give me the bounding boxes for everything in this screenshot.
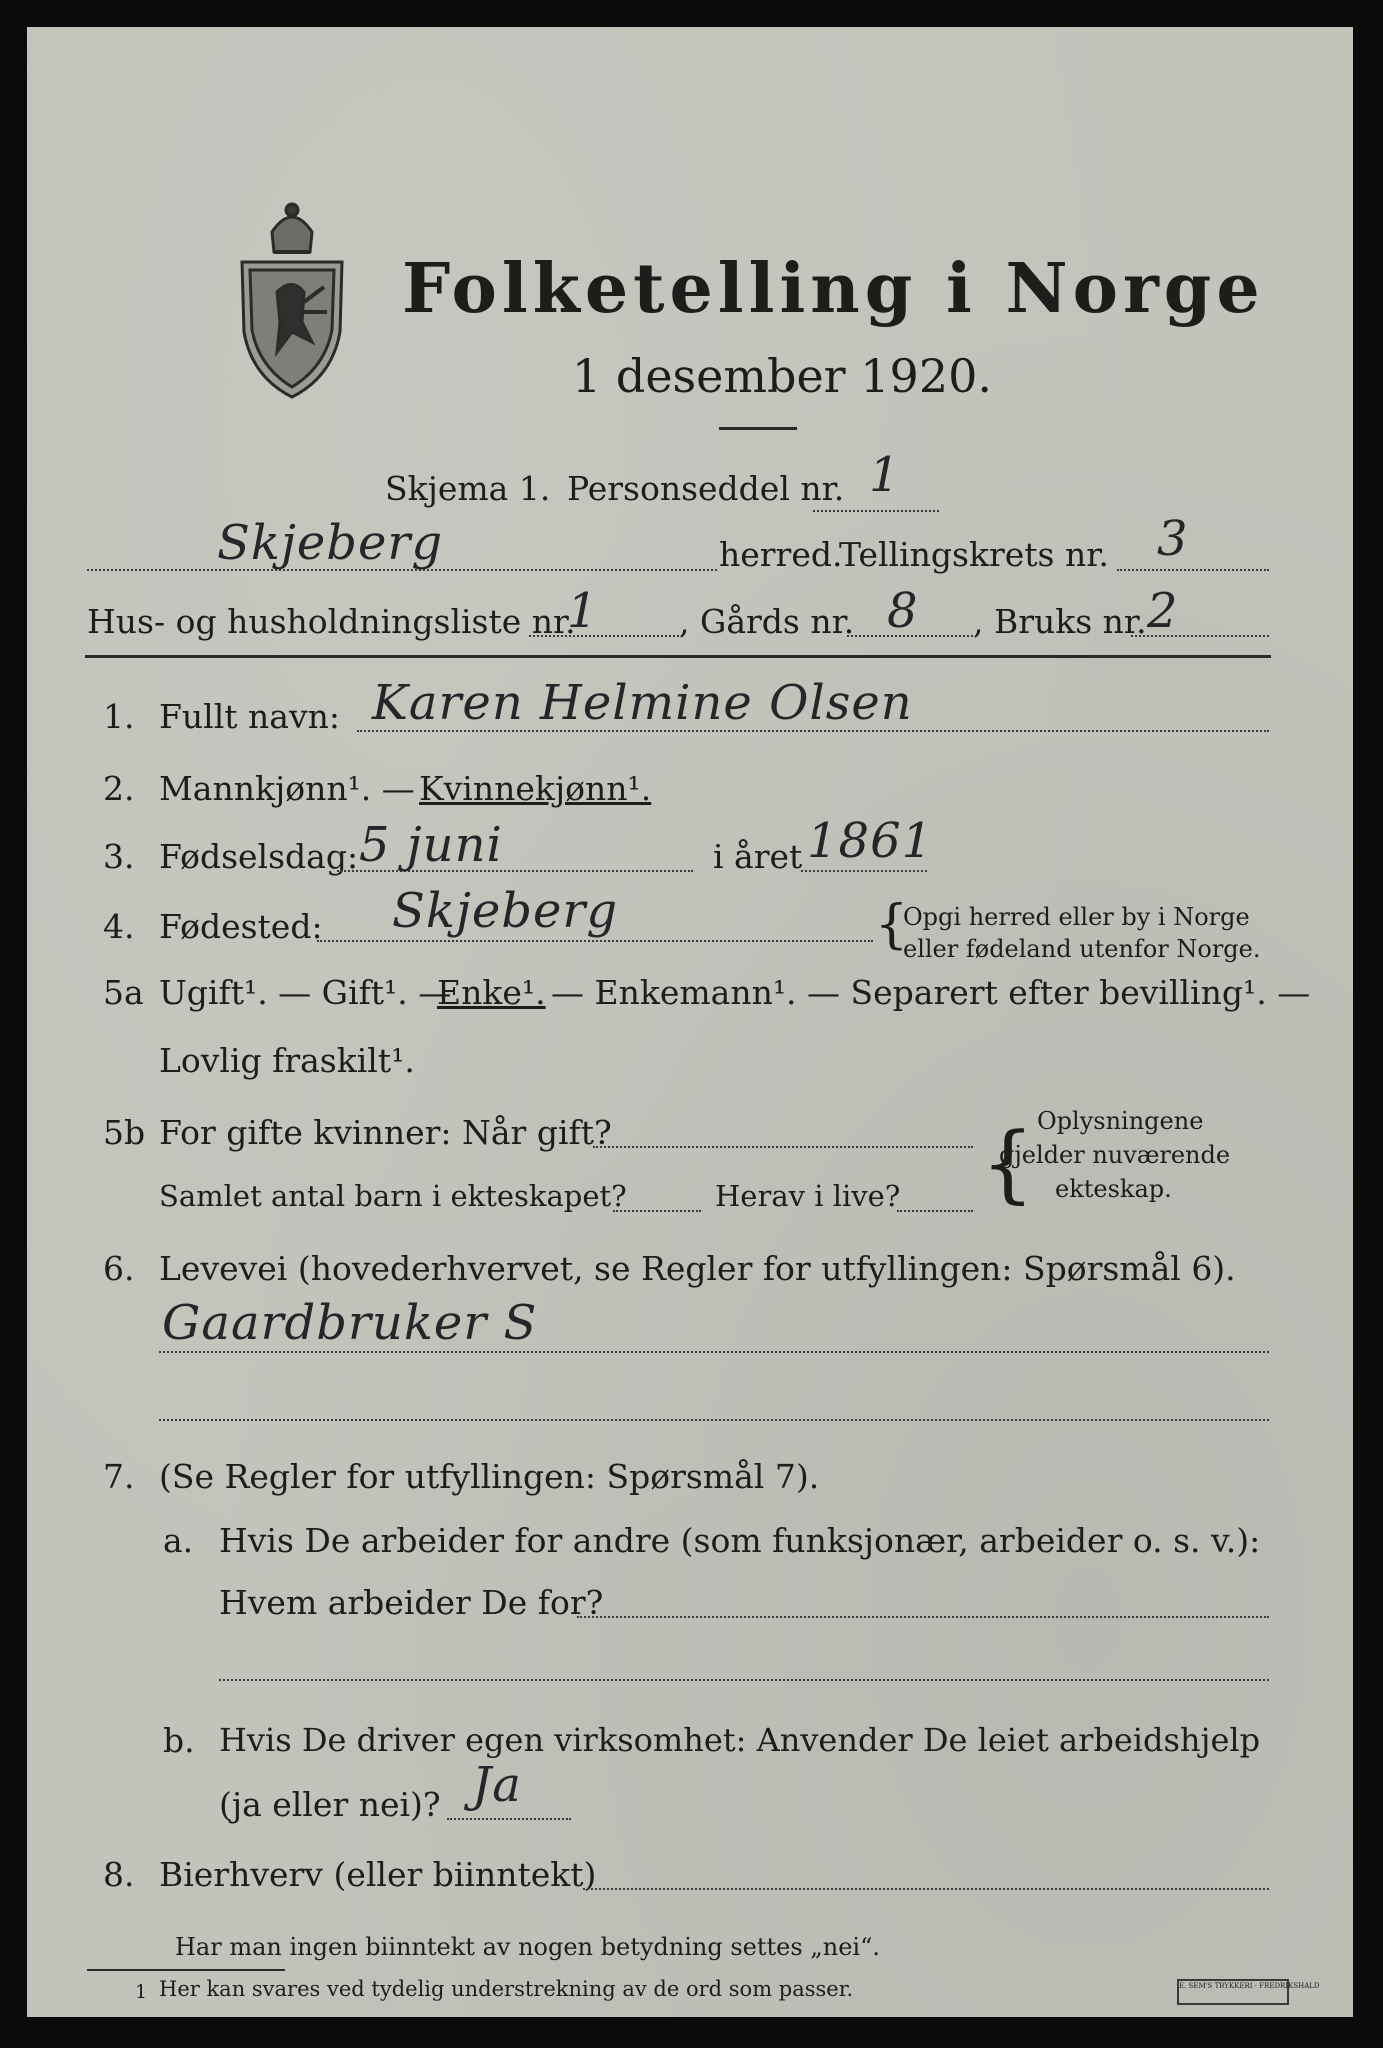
husliste-label: Hus- og husholdningsliste nr. (87, 602, 576, 641)
gender-female[interactable]: Kvinnekjønn¹. (419, 769, 652, 808)
footnote-text: Her kan svares ved tydelig understrekning av de ord som passer. (159, 1977, 854, 2001)
hired-help-label: (ja eller nei)? (219, 1785, 441, 1824)
census-form-page (27, 27, 1353, 2017)
title-divider (719, 427, 797, 430)
occupation-line-1 (159, 1351, 1269, 1353)
employer-label: Hvem arbeider De for? (219, 1583, 604, 1622)
herred-value[interactable]: Skjeberg (217, 515, 444, 571)
birthday-label: Fødselsdag: (159, 837, 359, 876)
tellingskrets-line (1117, 569, 1269, 571)
husliste-value[interactable]: 1 (567, 583, 599, 639)
q7a-number: a. (163, 1521, 194, 1560)
q4-note-1: Opgi herred eller by i Norge (903, 903, 1250, 931)
header-divider (85, 655, 1271, 658)
q5a-number: 5a (103, 973, 144, 1012)
birth-year-value[interactable]: 1861 (807, 813, 934, 869)
alive-label: Herav i live? (715, 1179, 901, 1213)
footnote-divider (87, 1969, 285, 1971)
hired-help-value[interactable]: Ja (472, 1757, 522, 1813)
husliste-line (529, 635, 679, 637)
q1-number: 1. (103, 697, 135, 736)
occupation-label: Levevei (hovederhvervet, se Regler for utfyllingen: Spørsmål 6). (159, 1249, 1236, 1288)
status-fraskilt[interactable]: Lovlig fraskilt¹. (159, 1041, 415, 1080)
q6-number: 6. (103, 1249, 135, 1288)
q5b-note-1: Oplysningene (1037, 1107, 1204, 1135)
herred-label: herred. (719, 535, 843, 574)
form-date: 1 desember 1920. (572, 349, 992, 403)
secondary-income-label: Bierhverv (eller biinntekt) (159, 1855, 597, 1894)
occupation-value[interactable]: Gaardbruker S (162, 1295, 538, 1351)
alive-line (897, 1210, 973, 1212)
gards-label: , Gårds nr. (679, 602, 855, 641)
q7-label: (Se Regler for utfyllingen: Spørsmål 7). (159, 1457, 820, 1496)
tellingskrets-label: Tellingskrets nr. (839, 535, 1109, 574)
birthplace-value[interactable]: Skjeberg (392, 883, 619, 939)
coat-of-arms-icon (232, 192, 352, 402)
personseddel-value[interactable]: 1 (869, 447, 901, 503)
q4-brace: { (875, 895, 909, 955)
status-other[interactable]: — Enkemann¹. — Separert efter bevilling¹. — (551, 973, 1311, 1012)
printer-stamp: E. SEM'S TRYKKERI · FREDRIKSHALD (1177, 1979, 1289, 2005)
birthplace-line (317, 940, 873, 942)
q5b-brace: { (981, 1114, 1035, 1212)
form-title: Folketelling i Norge (402, 249, 1265, 329)
employer-line-2 (219, 1679, 1269, 1681)
skjema-label: Skjema 1. (385, 469, 551, 508)
married-when-label: For gifte kvinner: Når gift? (159, 1113, 612, 1152)
q7b-number: b. (163, 1721, 195, 1760)
children-line (613, 1210, 701, 1212)
hired-help-line (447, 1818, 571, 1820)
bruks-value[interactable]: 2 (1147, 583, 1179, 639)
personseddel-line (813, 510, 939, 512)
married-when-line (593, 1146, 973, 1148)
q5b-note-3: ekteskap. (1055, 1175, 1172, 1203)
year-label: i året (713, 837, 803, 876)
employer-line (577, 1616, 1269, 1618)
gender-male[interactable]: Mannkjønn¹. — (159, 769, 415, 808)
q4-number: 4. (103, 907, 135, 946)
birthday-value[interactable]: 5 juni (359, 817, 503, 873)
q1-label: Fullt navn: (159, 697, 340, 736)
q3-number: 3. (103, 837, 135, 876)
full-name-value[interactable]: Karen Helmine Olsen (372, 675, 913, 731)
year-line (801, 870, 927, 872)
q7-number: 7. (103, 1457, 135, 1496)
q8-number: 8. (103, 1855, 135, 1894)
gards-value[interactable]: 8 (887, 583, 919, 639)
q7a-text: Hvis De arbeider for andre (som funksjonær, arbeider o. s. v.): (219, 1521, 1261, 1560)
q5b-note-2: gjelder nuværende (999, 1141, 1231, 1169)
footer-note: Har man ingen biinntekt av nogen betydning settes „nei“. (175, 1933, 880, 1961)
q7b-text: Hvis De driver egen virksomhet: Anvender De leiet arbeidshjelp (219, 1721, 1261, 1759)
bruks-label: , Bruks nr. (973, 602, 1147, 641)
status-ugift-gift[interactable]: Ugift¹. — Gift¹. — (159, 973, 452, 1012)
q2-number: 2. (103, 769, 135, 808)
children-label: Samlet antal barn i ekteskapet? (159, 1179, 627, 1213)
footnote-number: 1 (135, 1981, 148, 2003)
secondary-income-line (583, 1888, 1269, 1890)
personseddel-label: Personseddel nr. (567, 469, 845, 508)
status-enke[interactable]: Enke¹. (437, 973, 546, 1012)
birthplace-label: Fødested: (159, 907, 323, 946)
tellingskrets-value[interactable]: 3 (1157, 511, 1189, 567)
q4-note-2: eller fødeland utenfor Norge. (903, 935, 1261, 963)
occupation-line-2 (159, 1419, 1269, 1421)
q5b-number: 5b (103, 1113, 146, 1152)
